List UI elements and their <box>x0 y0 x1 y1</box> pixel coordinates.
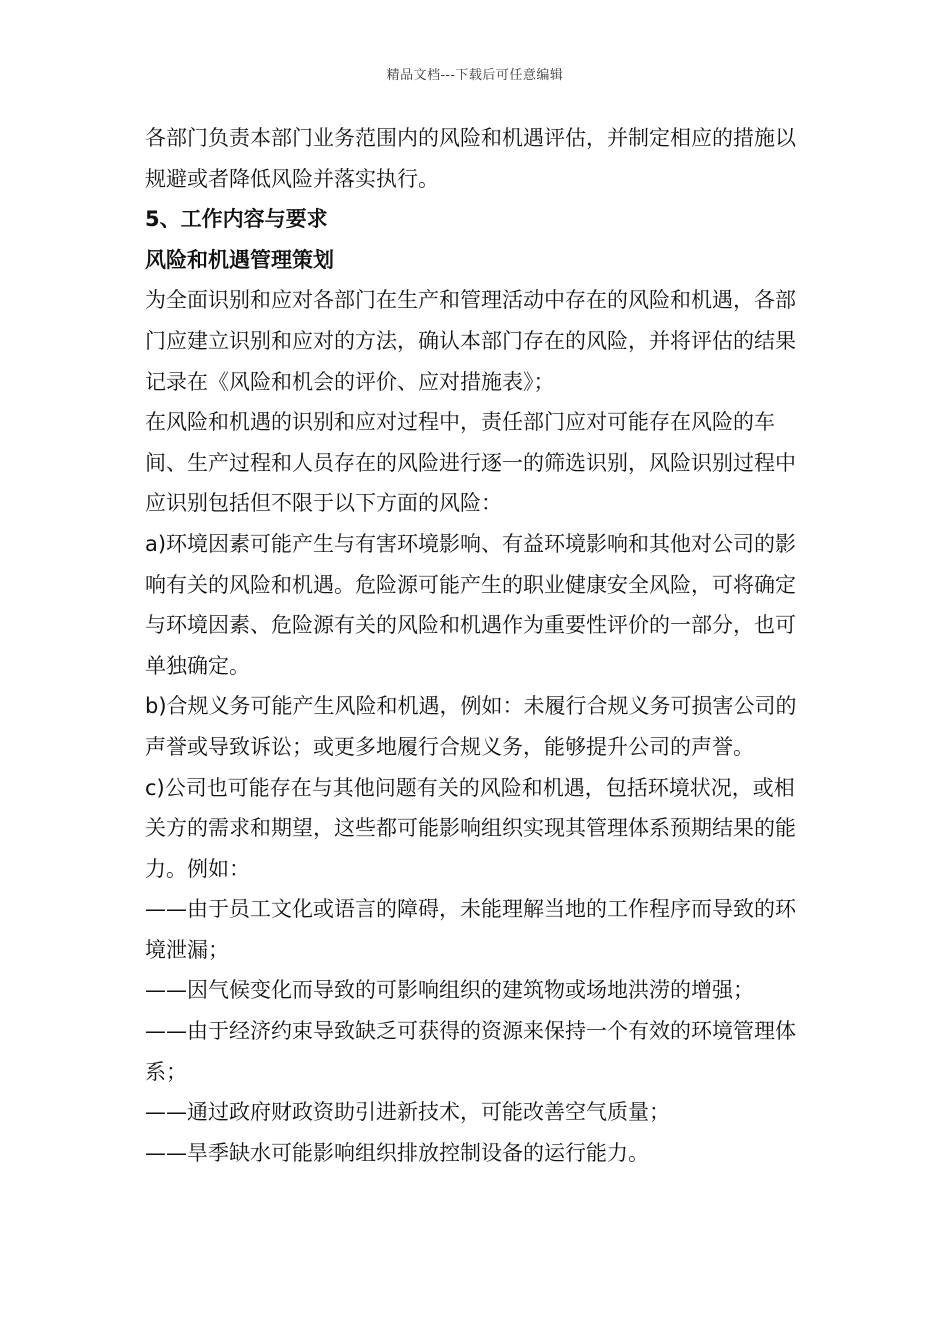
example-item-2: ——因气候变化而导致的可影响组织的建筑物或场地洪涝的增强； <box>145 978 754 1003</box>
section-heading: 5、工作内容与要求 <box>145 207 328 232</box>
list-item-c: c)公司也可能存在与其他问题有关的风险和机遇，包括环境状况，或相关方的需求和期望，这些都可能影响组织实现其管理体系预期结果的能力。例如： <box>145 775 796 881</box>
list-item-b: b)合规义务可能产生风险和机遇，例如：未履行合规义务可损害公司的声誉或导致诉讼；或更多地履行合规义务，能够提升公司的声誉。 <box>145 694 797 759</box>
paragraph-responsibility: 各部门负责本部门业务范围内的风险和机遇评估，并制定相应的措施以规避或者降低风险并落实执行。 <box>145 126 796 191</box>
example-item-5: ——旱季缺水可能影响组织排放控制设备的运行能力。 <box>145 1140 649 1165</box>
subsection-heading: 风险和机遇管理策划 <box>145 247 334 272</box>
example-item-3: ——由于经济约束导致缺乏可获得的资源来保持一个有效的环境管理体系； <box>145 1019 796 1084</box>
list-item-a: a)环境因素可能产生与有害环境影响、有益环境影响和其他对公司的影响有关的风险和机遇。危险源可能产生的职业健康安全风险，可将确定与环境因素、危险源有关的风险和机遇作为重要性评价的一部分，也可单独确定。 <box>145 531 797 678</box>
document-body <box>145 118 805 1173</box>
example-item-1: ——由于员工文化或语言的障碍，未能理解当地的工作程序而导致的环境泄漏； <box>145 897 796 962</box>
page-header: 精品文档---下载后可任意编辑 <box>386 68 564 83</box>
example-item-4: ——通过政府财政资助引进新技术，可能改善空气质量； <box>145 1100 670 1125</box>
paragraph-screening: 在风险和机遇的识别和应对过程中，责任部门应对可能存在风险的车间、生产过程和人员存在的风险进行逐一的筛选识别，风险识别过程中应识别包括但不限于以下方面的风险： <box>145 410 796 516</box>
paragraph-identification: 为全面识别和应对各部门在生产和管理活动中存在的风险和机遇，各部门应建立识别和应对的方法，确认本部门存在的风险，并将评估的结果记录在《风险和机会的评价、应对措施表》； <box>145 288 796 394</box>
